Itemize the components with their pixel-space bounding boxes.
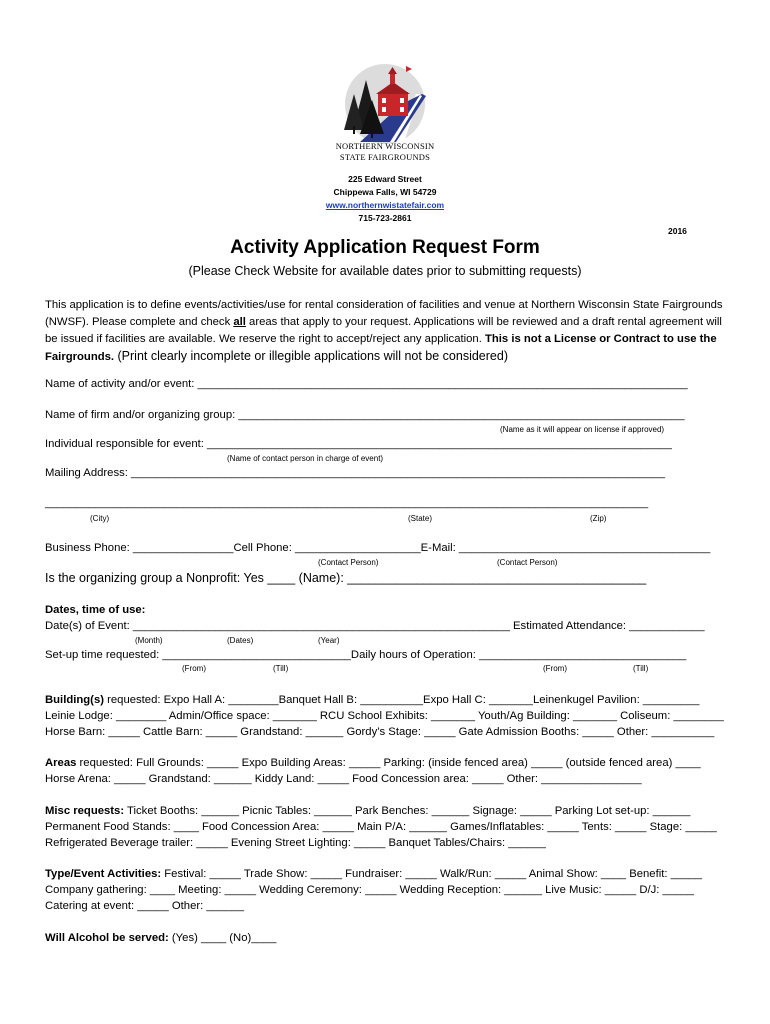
intro-text-1: This application is to define events/activities/use for rental consideration of facilities and venue at Northern Wisconsin State Fairgrounds (NWSF). Please complete and check: [45, 299, 723, 328]
contact-person-label-2: (Contact Person): [497, 558, 558, 567]
setup-time-field[interactable]: Set-up time requested: ______________________________Daily hours of Operation: _________________________________: [45, 649, 687, 661]
website-link[interactable]: www.northernwistatefair.com: [325, 200, 445, 210]
org-name-line-1: NORTHERN WISCONSIN: [335, 141, 435, 151]
intro-print-note: (Print clearly incomplete or illegible applications will not be considered): [114, 349, 508, 363]
alcohol-label: Will Alcohol be served:: [45, 932, 169, 944]
dates-heading: Dates, time of use:: [45, 604, 146, 616]
mailing-address-field[interactable]: Mailing Address: _____________________________________________________________________________________: [45, 467, 666, 479]
street-address: 225 Edward Street: [348, 174, 422, 184]
individual-note: (Name of contact person in charge of event): [227, 454, 384, 463]
dates-label: (Dates): [227, 636, 254, 645]
from-label-1: (From): [182, 664, 206, 673]
from-label-2: (From): [543, 664, 567, 673]
areas-label: Areas: [45, 757, 77, 769]
page-title: Activity Application Request Form: [230, 237, 540, 258]
misc-section: [45, 803, 717, 851]
city-label: (City): [90, 514, 110, 523]
buildings-line-2[interactable]: Leinie Lodge: ________ Admin/Office space: _______ RCU School Exhibits: _______ Youth/Ag Building: _______ Coliseum: ________: [45, 710, 724, 722]
event-types-line-3[interactable]: Catering at event: _____ Other: ______: [45, 900, 245, 912]
areas-section: [45, 755, 701, 787]
areas-line-1[interactable]: requested: Full Grounds: _____ Expo Building Areas: _____ Parking: (inside fenced area) _____ (outside fenced area) ____: [76, 757, 701, 769]
areas-line-2[interactable]: Horse Arena: _____ Grandstand: ______ Kiddy Land: _____ Food Concession area: _____ Other: ________________: [45, 773, 642, 785]
alcohol-section: [45, 930, 276, 946]
till-label-2: (Till): [633, 664, 649, 673]
intro-text-2: areas that apply to your request. Applications will be reviewed and a draft rental agreement will be issued if facilities are available. We reserve the right to accept/reject any application.: [45, 316, 722, 345]
activity-name-field[interactable]: Name of activity and/or event: ______________________________________________________________________________: [45, 378, 688, 390]
intro-disclaimer: This is not a License or Contract to use the Fairgrounds.: [45, 333, 717, 363]
buildings-line-1[interactable]: requested: Expo Hall A: ________Banquet Hall B: __________Expo Hall C: _______Leinenkugel Pavilion: _________: [103, 694, 700, 706]
misc-line-2[interactable]: Permanent Food Stands: ____ Food Concession Area: _____ Main P/A: ______ Games/Inflatables: _____ Tents: _____ Stage: _____: [45, 821, 717, 833]
address-line-field[interactable]: ________________________________________________________________________________________________: [45, 497, 649, 509]
page-subtitle: (Please Check Website for available dates prior to submitting requests): [188, 264, 582, 278]
individual-field[interactable]: Individual responsible for event: __________________________________________________________________________: [45, 438, 672, 450]
alcohol-options[interactable]: (Yes) ____ (No)____: [168, 932, 277, 944]
state-label: (State): [408, 514, 433, 523]
event-types-label: Type/Event Activities:: [45, 868, 162, 880]
year-label: (Year): [318, 636, 340, 645]
nonprofit-field[interactable]: Is the organizing group a Nonprofit: Yes ____ (Name): ___________________________________________: [45, 571, 647, 585]
dates-of-event-field[interactable]: Date(s) of Event: ____________________________________________________________ Estimated Attendance: ____________: [45, 620, 705, 632]
buildings-section: [45, 692, 724, 740]
event-types-section: [45, 866, 702, 914]
buildings-line-3[interactable]: Horse Barn: _____ Cattle Barn: _____ Grandstand: ______ Gordy’s Stage: _____ Gate Admission Booths: _____ Other: __________: [45, 726, 715, 738]
intro-paragraph: [45, 297, 735, 366]
zip-label: (Zip): [590, 514, 607, 523]
phone-number: 715-723-2861: [358, 213, 412, 223]
misc-line-3[interactable]: Refrigerated Beverage trailer: _____ Evening Street Lighting: _____ Banquet Tables/Chairs: ______: [45, 837, 546, 849]
till-label-1: (Till): [273, 664, 289, 673]
firm-name-note: (Name as it will appear on license if approved): [500, 425, 665, 434]
misc-line-1[interactable]: Ticket Booths: ______ Picnic Tables: ______ Park Benches: ______ Signage: _____ Parking Lot set-up: ______: [124, 805, 691, 817]
phone-email-field[interactable]: Business Phone: ________________Cell Phone: ____________________E-Mail: ________________________________________: [45, 542, 711, 554]
city-address: Chippewa Falls, WI 54729: [333, 187, 437, 197]
org-name: [330, 141, 440, 163]
month-label: (Month): [135, 636, 163, 645]
event-types-line-2[interactable]: Company gathering: ____ Meeting: _____ Wedding Ceremony: _____ Wedding Reception: ______ Live Music: _____ D/J: _____: [45, 884, 694, 896]
firm-name-field[interactable]: Name of firm and/or organizing group: _______________________________________________________________________: [45, 409, 685, 421]
misc-label: Misc requests:: [45, 805, 125, 817]
contact-person-label-1: (Contact Person): [318, 558, 379, 567]
event-types-line-1[interactable]: Festival: _____ Trade Show: _____ Fundraiser: _____ Walk/Run: _____ Animal Show: ____ Benefit: _____: [161, 868, 703, 880]
buildings-label: Building(s): [45, 694, 104, 706]
intro-all: all: [233, 316, 246, 328]
form-year: 2016: [668, 226, 687, 236]
org-name-line-2: STATE FAIRGROUNDS: [339, 152, 431, 162]
